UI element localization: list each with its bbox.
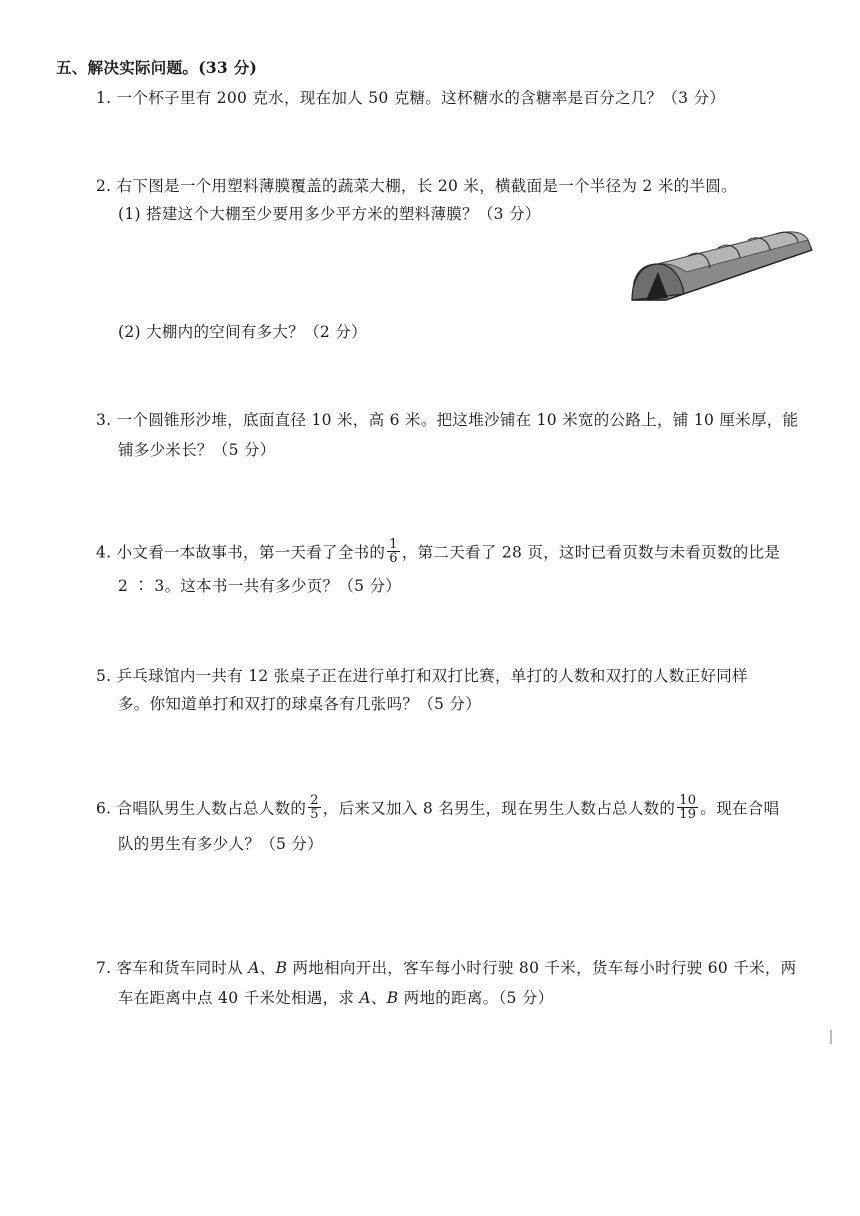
fraction-ten-nineteenths	[677, 794, 698, 821]
fraction-numerator: 10	[679, 793, 697, 808]
question-6-line-1	[96, 793, 780, 823]
question-2-part-2: (2) 大棚内的空间有多大？（2 分）	[118, 323, 367, 341]
fraction-denominator: 19	[679, 807, 697, 822]
greenhouse-image	[626, 228, 816, 308]
question-2	[96, 176, 737, 196]
fraction-denominator: 6	[389, 551, 398, 566]
fraction-one-sixth	[387, 538, 400, 565]
fraction-denominator: 5	[310, 807, 319, 822]
question-number: 2.	[96, 177, 112, 195]
place-a: A	[359, 989, 371, 1007]
place-b: B	[386, 989, 399, 1007]
question-text: 。现在合唱	[700, 799, 780, 818]
fraction-numerator: 2	[310, 793, 319, 808]
question-5-line-1	[96, 666, 748, 686]
question-text: 乒乓球馆内一共有 12 张桌子正在进行单打和双打比赛，单打的人数和双打的人数正好同样	[116, 667, 748, 685]
question-text: ，第二天看了 28 页，这时已看页数与未看页数的比是	[401, 543, 781, 562]
question-text: 小文看一本故事书，第一天看了全书的	[116, 543, 386, 562]
fraction-two-fifths	[308, 794, 321, 821]
question-number: 1.	[96, 89, 112, 107]
question-text: 一个圆锥形沙堆，底面直径 10 米，高 6 米。把这堆沙铺在 10 米宽的公路上，铺 10 厘米厚，能	[116, 411, 799, 429]
question-number: 5.	[96, 667, 112, 685]
question-7-line-1	[96, 958, 796, 978]
separator: 、	[370, 989, 387, 1007]
place-a: A	[248, 959, 260, 977]
question-text: ，后来又加入 8 名男生，现在男生人数占总人数的	[322, 799, 676, 818]
separator: 、	[259, 959, 276, 977]
question-text: 车在距离中点 40 千米处相遇，求	[118, 989, 360, 1007]
question-number: 6.	[96, 799, 112, 818]
question-3-line-2: 铺多少米长？（5 分）	[118, 441, 276, 459]
question-4-line-2: 2 ∶ 3。这本书一共有多少页？（5 分）	[118, 577, 402, 595]
question-text: 两地相向开出，客车每小时行驶 80 千米，货车每小时行驶 60 千米，两	[287, 959, 797, 977]
question-3-line-1	[96, 410, 798, 430]
question-5-line-2: 多。你知道单打和双打的球桌各有几张吗？（5 分）	[118, 695, 481, 713]
place-b: B	[275, 959, 288, 977]
question-number: 4.	[96, 543, 112, 562]
question-text: 右下图是一个用塑料薄膜覆盖的蔬菜大棚，长 20 米，横截面是一个半径为 2 米的半圆。	[116, 177, 737, 195]
scan-edge-mark	[830, 1030, 832, 1044]
question-number: 7.	[96, 959, 112, 977]
question-number: 3.	[96, 411, 112, 429]
question-text: 两地的距离。（5 分）	[398, 989, 554, 1007]
question-1	[96, 88, 725, 108]
question-6-line-2: 队的男生有多少人？（5 分）	[118, 835, 323, 853]
question-text: 合唱队男生人数占总人数的	[116, 799, 307, 818]
question-2-part-1: (1) 搭建这个大棚至少要用多少平方米的塑料薄膜？（3 分）	[118, 205, 541, 223]
question-text: 一个杯子里有 200 克水，现在加人 50 克糖。这杯糖水的含糖率是百分之几？（3 分）	[116, 89, 726, 107]
question-4-line-1	[96, 537, 781, 567]
fraction-numerator: 1	[389, 537, 398, 552]
section-title: 五、解决实际问题。(33 分)	[56, 58, 258, 77]
question-7-line-2	[118, 988, 554, 1008]
question-text: 客车和货车同时从	[116, 959, 249, 977]
